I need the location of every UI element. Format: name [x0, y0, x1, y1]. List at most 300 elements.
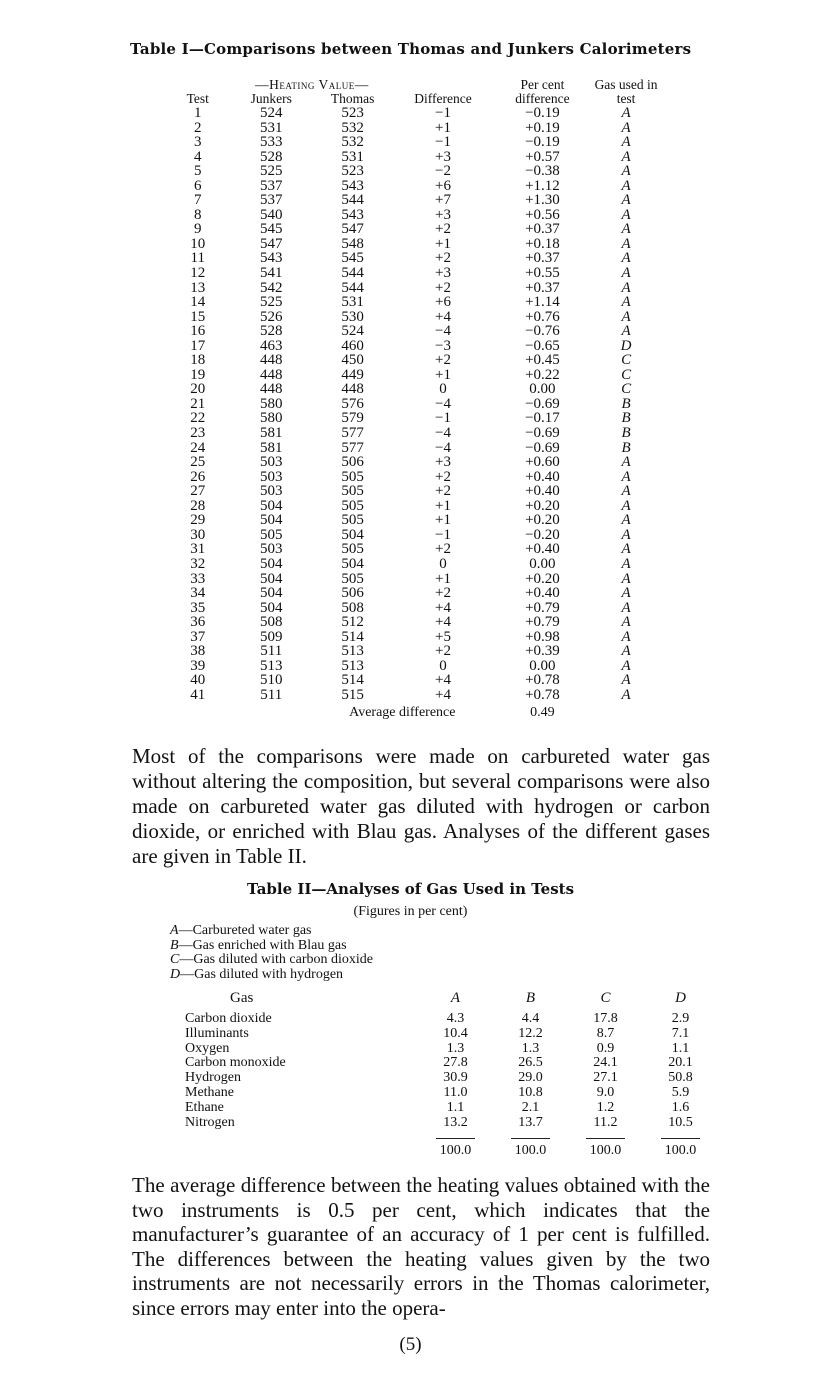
junkers-value: 540 — [259, 206, 283, 223]
percent-difference: −0.19 — [525, 134, 560, 151]
value-a: 11.0 — [443, 1084, 468, 1100]
gas-used: A — [621, 497, 631, 514]
legend-item: C—Gas diluted with carbon dioxide — [170, 952, 373, 967]
table1-row — [165, 659, 660, 674]
gas-used: A — [621, 250, 631, 267]
difference-value: −4 — [435, 395, 451, 412]
value-b: 2.1 — [521, 1099, 540, 1115]
thomas-value: 524 — [341, 323, 364, 340]
table1-row — [165, 382, 660, 397]
value-d: 7.1 — [671, 1025, 690, 1041]
difference-value: −4 — [435, 439, 451, 456]
test-number: 10 — [190, 235, 206, 252]
table1-row — [165, 150, 660, 165]
test-number: 5 — [194, 163, 202, 180]
junkers-value: 541 — [259, 265, 283, 282]
junkers-value: 542 — [259, 279, 283, 296]
thomas-value: 460 — [341, 337, 364, 354]
difference-value: +1 — [435, 119, 451, 136]
percent-difference: +0.57 — [525, 148, 560, 165]
test-number: 35 — [190, 599, 206, 616]
junkers-value: 581 — [259, 425, 283, 442]
value-a: 1.1 — [446, 1099, 465, 1115]
value-a: 27.8 — [443, 1055, 468, 1071]
difference-value: +6 — [435, 294, 451, 311]
thomas-value: 544 — [341, 279, 364, 296]
thomas-value: 547 — [341, 221, 364, 238]
thomas-value: 505 — [341, 570, 364, 587]
thomas-value: 506 — [341, 454, 364, 471]
difference-value: −1 — [435, 526, 451, 543]
gas-used: A — [621, 105, 631, 121]
value-b: 13.7 — [518, 1114, 543, 1130]
gas-used: A — [621, 279, 631, 296]
test-number: 1 — [194, 105, 202, 121]
value-d: 5.9 — [671, 1084, 690, 1100]
junkers-value: 545 — [259, 221, 283, 238]
junkers-value: 509 — [259, 628, 283, 645]
test-number: 17 — [190, 337, 206, 354]
test-number: 28 — [190, 497, 206, 514]
junkers-value: 580 — [259, 395, 283, 412]
gas-used: B — [621, 395, 631, 412]
thomas-value: 543 — [341, 177, 364, 194]
junkers-value: 526 — [259, 308, 283, 325]
percent-difference: +0.37 — [525, 221, 560, 238]
value-a: 10.4 — [443, 1025, 468, 1041]
gas-used: B — [621, 425, 631, 442]
percent-difference: +1.12 — [525, 177, 560, 194]
table1-row — [165, 688, 660, 703]
table1-row — [165, 499, 660, 514]
total-a: 100.0 — [436, 1138, 476, 1159]
value-c: 17.8 — [593, 1011, 618, 1026]
percent-difference: +0.45 — [525, 352, 560, 369]
value-a: 30.9 — [443, 1070, 468, 1086]
gas-used: A — [621, 686, 631, 703]
test-number: 18 — [190, 352, 206, 369]
gas-used: A — [621, 192, 631, 209]
gas-used: A — [621, 134, 631, 151]
test-number: 2 — [194, 119, 202, 136]
junkers-value: 543 — [259, 250, 283, 267]
gas-name: Hydrogen — [185, 1070, 241, 1086]
junkers-value: 511 — [260, 686, 283, 703]
average-difference-value: 0.49 — [530, 705, 555, 721]
table1-row — [165, 251, 660, 266]
gas-name: Nitrogen — [185, 1114, 235, 1130]
thomas-value: 543 — [341, 206, 364, 223]
table2-header-gas: Gas — [230, 990, 254, 1006]
table2-legend — [170, 924, 373, 982]
junkers-value: 508 — [259, 614, 283, 631]
test-number: 19 — [190, 366, 206, 383]
test-number: 40 — [190, 672, 206, 689]
junkers-value: 524 — [259, 105, 283, 121]
percent-difference: +0.76 — [525, 308, 560, 325]
value-a: 4.3 — [446, 1011, 465, 1026]
table1-row — [165, 106, 660, 121]
table1-row — [165, 397, 660, 412]
percent-difference: 0.00 — [529, 555, 556, 572]
gas-used: A — [621, 628, 631, 645]
test-number: 14 — [190, 294, 206, 311]
difference-value: +3 — [435, 454, 451, 471]
difference-value: 0 — [439, 657, 447, 674]
percent-difference: +0.39 — [525, 643, 560, 660]
percent-difference: −0.65 — [525, 337, 560, 354]
table1-header-difference: Difference — [414, 91, 472, 106]
table2-title: Table II—Analyses of Gas Used in Tests — [246, 880, 575, 898]
gas-used: A — [621, 555, 631, 572]
junkers-value: 531 — [259, 119, 283, 136]
difference-value: −1 — [435, 134, 451, 151]
thomas-value: 531 — [341, 294, 364, 311]
thomas-value: 508 — [341, 599, 364, 616]
junkers-value: 448 — [259, 352, 283, 369]
table2-row — [185, 1071, 718, 1086]
table2-row — [185, 1101, 718, 1116]
thomas-value: 448 — [341, 381, 364, 398]
junkers-value: 513 — [259, 657, 283, 674]
test-number: 21 — [190, 395, 206, 412]
value-b: 12.2 — [518, 1025, 543, 1041]
percent-difference: 0.00 — [529, 381, 556, 398]
junkers-value: 525 — [259, 294, 283, 311]
table1-row — [165, 630, 660, 645]
thomas-value: 505 — [341, 483, 364, 500]
gas-name: Carbon dioxide — [185, 1011, 272, 1026]
difference-value: 0 — [439, 381, 447, 398]
table1-row — [165, 615, 660, 630]
junkers-value: 463 — [259, 337, 283, 354]
gas-used: A — [621, 570, 631, 587]
table1-row — [165, 586, 660, 601]
value-a: 1.3 — [446, 1040, 465, 1056]
total-c: 100.0 — [586, 1138, 626, 1159]
percent-difference: −0.20 — [525, 526, 560, 543]
junkers-value: 528 — [259, 323, 283, 340]
thomas-value: 531 — [341, 148, 364, 165]
difference-value: +2 — [435, 541, 451, 558]
thomas-value: 515 — [341, 686, 364, 703]
thomas-value: 544 — [341, 192, 364, 209]
percent-difference: +1.30 — [525, 192, 560, 209]
table2-header-a: A — [450, 990, 461, 1006]
percent-difference: −0.69 — [525, 439, 560, 456]
table1-row — [165, 135, 660, 150]
table2-gas-analyses — [185, 990, 718, 1159]
test-number: 36 — [190, 614, 206, 631]
thomas-value: 505 — [341, 512, 364, 529]
test-number: 39 — [190, 657, 206, 674]
gas-used: A — [621, 541, 631, 558]
paragraph-average-difference: The average difference between the heating values obtained with the two instruments is 0.5 per cent, which indicates that the manufacturer’s guarantee of an accuracy of 1 per cent is fulfilled. The differences between the heating values given by the two instruments are not necessarily errors in the Thomas calorimeter, since errors may enter into the opera- — [132, 1173, 710, 1320]
table1-row — [165, 513, 660, 528]
junkers-value: 511 — [260, 643, 283, 660]
table2-row — [185, 1086, 718, 1101]
test-number: 8 — [194, 206, 202, 223]
percent-difference: +0.20 — [525, 497, 560, 514]
percent-difference: +0.18 — [525, 235, 560, 252]
thomas-value: 577 — [341, 425, 364, 442]
gas-used: A — [621, 221, 631, 238]
table1-row — [165, 426, 660, 441]
gas-used: A — [621, 177, 631, 194]
difference-value: +2 — [435, 468, 451, 485]
total-d: 100.0 — [661, 1138, 701, 1159]
thomas-value: 514 — [341, 628, 364, 645]
difference-value: +4 — [435, 614, 451, 631]
thomas-value: 506 — [341, 585, 364, 602]
table1-header-percent: Per cent difference — [515, 77, 570, 106]
percent-difference: +0.40 — [525, 541, 560, 558]
value-c: 11.2 — [593, 1114, 618, 1130]
table1-row — [165, 484, 660, 499]
gas-name: Carbon monoxide — [185, 1055, 286, 1071]
test-number: 7 — [194, 192, 202, 209]
test-number: 11 — [190, 250, 205, 267]
junkers-value: 505 — [259, 526, 283, 543]
gas-name: Methane — [185, 1084, 234, 1100]
gas-name: Illuminants — [185, 1025, 249, 1041]
thomas-value: 450 — [341, 352, 364, 369]
difference-value: +2 — [435, 250, 451, 267]
difference-value: +3 — [435, 265, 451, 282]
legend-item: D—Gas diluted with hydrogen — [170, 966, 344, 982]
percent-difference: +0.79 — [525, 599, 560, 616]
junkers-value: 504 — [259, 599, 283, 616]
percent-difference: +0.56 — [525, 206, 560, 223]
test-number: 13 — [190, 279, 206, 296]
value-c: 1.2 — [596, 1099, 615, 1115]
percent-difference: 0.00 — [529, 657, 556, 674]
gas-used: A — [621, 119, 631, 136]
table1-row — [165, 222, 660, 237]
gas-used: A — [621, 148, 631, 165]
gas-name: Oxygen — [185, 1040, 230, 1056]
test-number: 27 — [190, 483, 206, 500]
table2-header-c: C — [600, 990, 611, 1006]
junkers-value: 503 — [259, 454, 283, 471]
test-number: 3 — [194, 134, 202, 151]
junkers-value: 448 — [259, 381, 283, 398]
table1-row — [165, 266, 660, 281]
test-number: 4 — [194, 148, 202, 165]
junkers-value: 503 — [259, 468, 283, 485]
value-c: 0.9 — [596, 1040, 615, 1056]
difference-value: −1 — [435, 410, 451, 427]
gas-used: B — [621, 439, 631, 456]
percent-difference: +0.60 — [525, 454, 560, 471]
difference-value: −4 — [435, 425, 451, 442]
percent-difference: +0.55 — [525, 265, 560, 282]
difference-value: 0 — [439, 555, 447, 572]
thomas-value: 504 — [341, 555, 364, 572]
table2-row — [185, 1012, 718, 1027]
value-a: 13.2 — [443, 1114, 468, 1130]
value-d: 2.9 — [671, 1011, 690, 1026]
percent-difference: +0.78 — [525, 686, 560, 703]
percent-difference: −0.76 — [525, 323, 560, 340]
value-d: 1.6 — [671, 1099, 690, 1115]
gas-used: A — [621, 323, 631, 340]
junkers-value: 547 — [259, 235, 283, 252]
thomas-value: 505 — [341, 497, 364, 514]
difference-value: +4 — [435, 308, 451, 325]
thomas-value: 544 — [341, 265, 364, 282]
percent-difference: +0.40 — [525, 585, 560, 602]
percent-difference: −0.38 — [525, 163, 560, 180]
test-number: 29 — [190, 512, 206, 529]
percent-difference: −0.69 — [525, 425, 560, 442]
test-number: 34 — [190, 585, 206, 602]
test-number: 24 — [190, 439, 206, 456]
value-c: 9.0 — [596, 1084, 615, 1100]
test-number: 23 — [190, 425, 206, 442]
percent-difference: +1.14 — [525, 294, 560, 311]
difference-value: +3 — [435, 206, 451, 223]
gas-used: A — [621, 454, 631, 471]
table2-row — [185, 1116, 718, 1131]
thomas-value: 523 — [341, 105, 364, 121]
percent-difference: +0.40 — [525, 483, 560, 500]
gas-used: A — [621, 643, 631, 660]
thomas-value: 548 — [341, 235, 364, 252]
difference-value: +2 — [435, 585, 451, 602]
difference-value: +6 — [435, 177, 451, 194]
difference-value: +2 — [435, 352, 451, 369]
difference-value: +1 — [435, 235, 451, 252]
value-b: 26.5 — [518, 1055, 543, 1071]
table2-row — [185, 1042, 718, 1057]
table1-row — [165, 324, 660, 339]
gas-used: A — [621, 206, 631, 223]
thomas-value: 449 — [341, 366, 364, 383]
table1-row — [165, 411, 660, 426]
test-number: 9 — [194, 221, 202, 238]
junkers-value: 504 — [259, 570, 283, 587]
table1-row — [165, 179, 660, 194]
table1-comparisons — [165, 78, 660, 721]
test-number: 30 — [190, 526, 206, 543]
value-b: 1.3 — [521, 1040, 540, 1056]
table1-header-thomas: Thomas — [330, 91, 375, 106]
table1-header-gas: Gas used in test — [594, 77, 658, 106]
table2-row — [185, 1056, 718, 1071]
thomas-value: 513 — [341, 657, 364, 674]
gas-used: A — [621, 585, 631, 602]
difference-value: +4 — [435, 672, 451, 689]
value-d: 20.1 — [668, 1055, 693, 1071]
difference-value: +3 — [435, 148, 451, 165]
difference-value: +1 — [435, 512, 451, 529]
percent-difference: +0.78 — [525, 672, 560, 689]
percent-difference: +0.20 — [525, 570, 560, 587]
percent-difference: +0.79 — [525, 614, 560, 631]
table1-row — [165, 164, 660, 179]
table1-row — [165, 310, 660, 325]
difference-value: +1 — [435, 366, 451, 383]
table1-row — [165, 601, 660, 616]
gas-name: Ethane — [185, 1099, 224, 1115]
junkers-value: 504 — [259, 555, 283, 572]
percent-difference: +0.20 — [525, 512, 560, 529]
gas-used: A — [621, 163, 631, 180]
test-number: 16 — [190, 323, 206, 340]
table1-row — [165, 237, 660, 252]
page-number: (5) — [399, 1334, 422, 1355]
difference-value: +4 — [435, 686, 451, 703]
junkers-value: 580 — [259, 410, 283, 427]
gas-used: A — [621, 468, 631, 485]
value-d: 1.1 — [671, 1040, 690, 1056]
thomas-value: 514 — [341, 672, 364, 689]
value-b: 4.4 — [521, 1011, 540, 1026]
table1-row — [165, 193, 660, 208]
gas-used: B — [621, 410, 631, 427]
junkers-value: 504 — [259, 585, 283, 602]
percent-difference: −0.17 — [525, 410, 560, 427]
table1-row — [165, 441, 660, 456]
difference-value: −4 — [435, 323, 451, 340]
thomas-value: 545 — [341, 250, 364, 267]
test-number: 15 — [190, 308, 206, 325]
gas-used: A — [621, 512, 631, 529]
thomas-value: 577 — [341, 439, 364, 456]
difference-value: +1 — [435, 497, 451, 514]
test-number: 37 — [190, 628, 206, 645]
gas-used: A — [621, 265, 631, 282]
table2-totals-row — [185, 1130, 718, 1159]
difference-value: −1 — [435, 105, 451, 121]
legend-item: A—Carbureted water gas — [170, 923, 312, 938]
value-b: 29.0 — [518, 1070, 543, 1086]
table1-row — [165, 455, 660, 470]
thomas-value: 513 — [341, 643, 364, 660]
thomas-value: 532 — [341, 134, 364, 151]
thomas-value: 530 — [341, 308, 364, 325]
table1-row — [165, 673, 660, 688]
difference-value: +2 — [435, 483, 451, 500]
gas-used: C — [621, 366, 632, 383]
test-number: 31 — [190, 541, 206, 558]
gas-used: A — [621, 235, 631, 252]
test-number: 41 — [190, 686, 206, 703]
table1-row — [165, 644, 660, 659]
percent-difference: +0.22 — [525, 366, 560, 383]
table1-row — [165, 542, 660, 557]
gas-used: C — [621, 352, 632, 369]
table1-row — [165, 470, 660, 485]
junkers-value: 510 — [259, 672, 283, 689]
gas-used: D — [620, 337, 632, 354]
gas-used: A — [621, 483, 631, 500]
paragraph-composition: Most of the comparisons were made on carbureted water gas without altering the composition, but several comparisons were also made on carbureted water gas diluted with hydrogen or carbon dioxide, or enriched with Blau gas. Analyses of the different gases are given in Table II. — [132, 744, 710, 868]
test-number: 12 — [190, 265, 206, 282]
test-number: 6 — [194, 177, 202, 194]
junkers-value: 503 — [259, 483, 283, 500]
test-number: 25 — [190, 454, 206, 471]
value-c: 27.1 — [593, 1070, 618, 1086]
table1-header-junkers: Junkers — [250, 91, 292, 106]
percent-difference: +0.37 — [525, 250, 560, 267]
junkers-value: 504 — [259, 497, 283, 514]
thomas-value: 576 — [341, 395, 364, 412]
percent-difference: +0.19 — [525, 119, 560, 136]
thomas-value: 579 — [341, 410, 364, 427]
table1-row — [165, 528, 660, 543]
